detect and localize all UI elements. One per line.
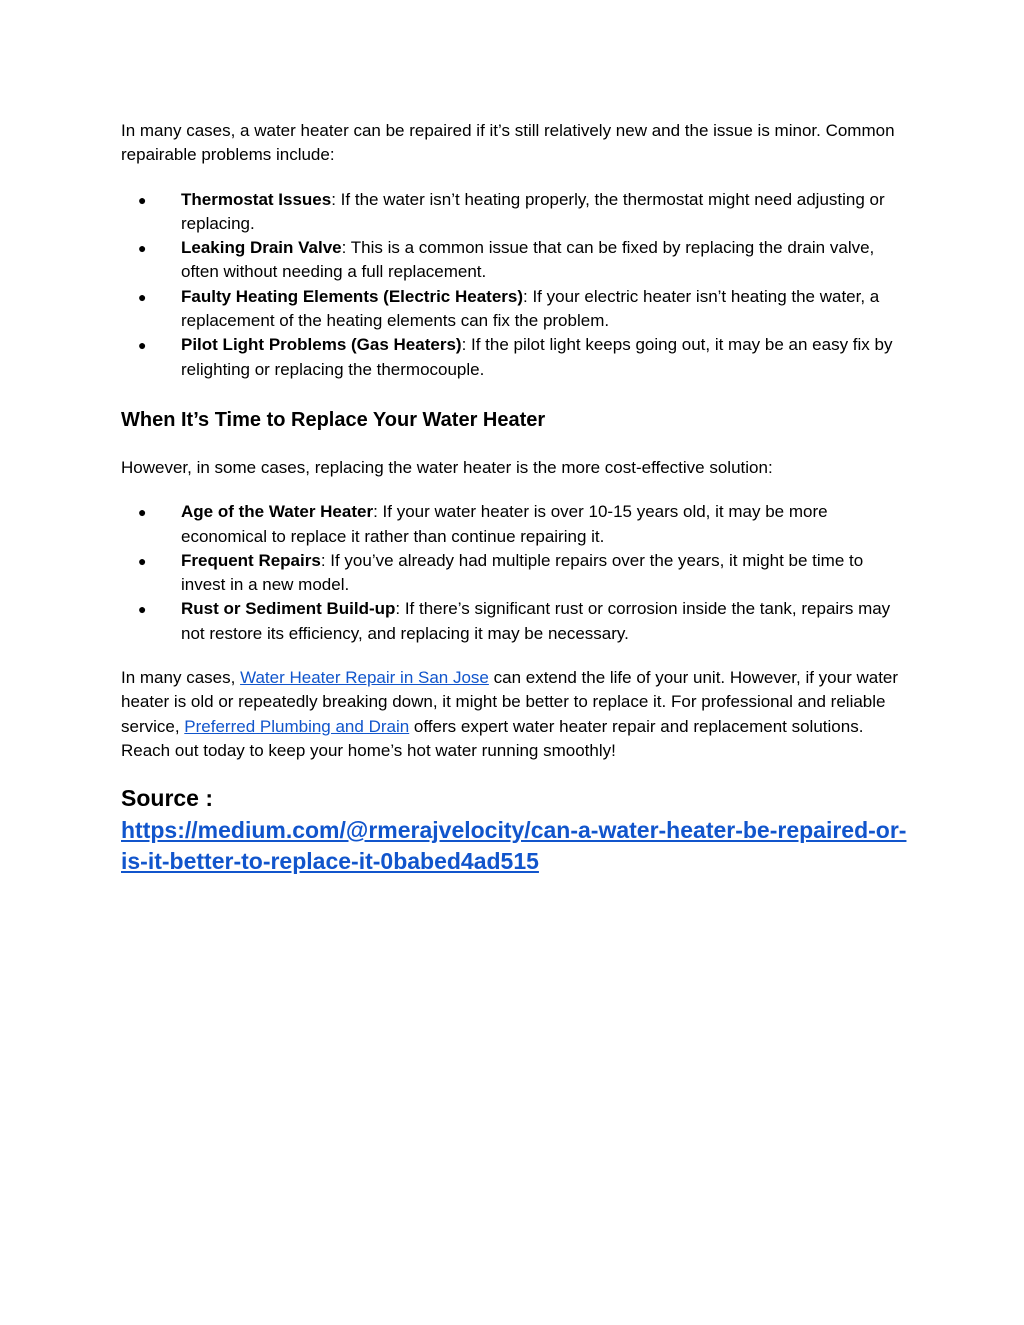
- list-item-title: Rust or Sediment Build-up: [181, 599, 396, 619]
- list-item-text: : If the pilot light keeps going out, it may be an easy fix by relighting or replacing the thermocouple.: [181, 335, 893, 379]
- closing-paragraph: [121, 666, 911, 763]
- bullet-icon: ●: [138, 601, 147, 618]
- list-item: [121, 597, 911, 646]
- document-page: [121, 119, 911, 878]
- list-item-text: : If there’s significant rust or corrosion inside the tank, repairs may not restore its efficiency, and replacing it may be necessary.: [181, 599, 891, 643]
- list-item-text: : If your water heater is over 10-15 years old, it may be more economical to replace it rather than continue repairing it.: [181, 502, 828, 546]
- bullet-icon: ●: [138, 240, 147, 257]
- list-item-title: Age of the Water Heater: [181, 502, 374, 522]
- list-item-text: : This is a common issue that can be fixed by replacing the drain valve, often without needing a full replacement.: [181, 238, 875, 282]
- list-item: [121, 549, 911, 598]
- water-heater-repair-link[interactable]: Water Heater Repair in San Jose: [240, 668, 489, 688]
- list-item-title: Frequent Repairs: [181, 550, 321, 570]
- bullet-icon: ●: [138, 191, 147, 208]
- source-label: Source :: [121, 785, 214, 812]
- replace-list: [121, 500, 911, 646]
- list-item: [121, 188, 911, 237]
- closing-text-1: In many cases,: [121, 668, 241, 688]
- bullet-icon: ●: [138, 288, 147, 305]
- list-item-text: : If the water isn’t heating properly, the thermostat might need adjusting or replacing.: [181, 189, 885, 233]
- list-item-title: Thermostat Issues: [181, 189, 332, 209]
- list-item: [121, 333, 911, 382]
- closing-text-3: offers expert water heater repair and replacement solutions. Reach out today to keep your home’s hot water running smoothly!: [121, 716, 864, 760]
- bullet-icon: ●: [138, 552, 147, 569]
- replace-heading: When It’s Time to Replace Your Water Heater: [121, 408, 546, 431]
- bullet-icon: ●: [138, 337, 147, 354]
- source-link[interactable]: https://medium.com/@rmerajvelocity/can-a-water-heater-be-repaired-or-is-it-better-to-replace-it-0babed4ad515: [121, 816, 907, 875]
- bullet-icon: ●: [138, 504, 147, 521]
- list-item-title: Pilot Light Problems (Gas Heaters): [181, 335, 462, 355]
- list-item-title: Faulty Heating Elements (Electric Heaters): [181, 286, 524, 306]
- intro-paragraph: In many cases, a water heater can be repaired if it’s still relatively new and the issue is minor. Common repairable problems include:: [121, 121, 895, 165]
- list-item: [121, 500, 911, 549]
- list-item: [121, 285, 911, 334]
- preferred-plumbing-link[interactable]: Preferred Plumbing and Drain: [184, 716, 410, 736]
- list-item: [121, 236, 911, 285]
- replace-intro-paragraph: However, in some cases, replacing the water heater is the more cost-effective solution:: [121, 457, 773, 477]
- closing-text-2: can extend the life of your unit. However, if your water heater is old or repeatedly breaking down, it might be better to replace it. For professional and reliable service,: [121, 668, 899, 736]
- repair-list: [121, 188, 911, 382]
- list-item-text: : If you’ve already had multiple repairs over the years, it might be time to invest in a new model.: [181, 550, 864, 595]
- list-item-text: : If your electric heater isn’t heating the water, a replacement of the heating elements can fix the problem.: [181, 286, 880, 331]
- source-block: [121, 783, 911, 878]
- list-item-title: Leaking Drain Valve: [181, 238, 342, 258]
